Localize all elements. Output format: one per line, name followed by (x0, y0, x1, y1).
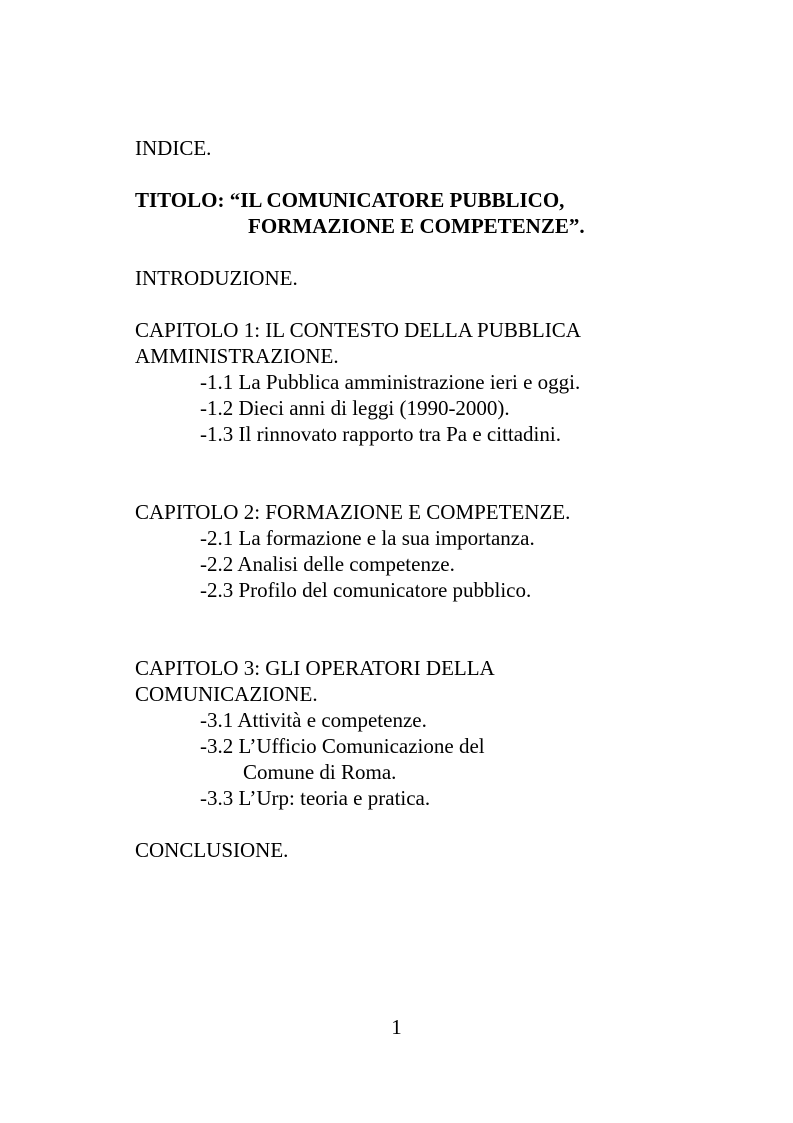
chapter-1-item-1: -1.1 La Pubblica amministrazione ieri e oggi. (200, 370, 581, 394)
title-line-2: FORMAZIONE E COMPETENZE”. (248, 214, 585, 238)
chapter-2-item-3: -2.3 Profilo del comunicatore pubblico. (200, 578, 532, 602)
chapter-1-heading-line-1: CAPITOLO 1: IL CONTESTO DELLA PUBBLICA (135, 318, 581, 342)
chapter-2-item-2: -2.2 Analisi delle competenze. (200, 552, 455, 576)
chapter-3-item-1: -3.1 Attività e competenze. (200, 708, 427, 732)
chapter-1-item-3: -1.3 Il rinnovato rapporto tra Pa e cittadini. (200, 422, 561, 446)
chapter-1-item-2: -1.2 Dieci anni di leggi (1990-2000). (200, 396, 510, 420)
title-line-1: TITOLO: “IL COMUNICATORE PUBBLICO, (135, 188, 565, 212)
chapter-3-item-2-continuation: Comune di Roma. (243, 760, 397, 784)
conclusion-heading: CONCLUSIONE. (135, 838, 289, 862)
chapter-3-heading-line-1: CAPITOLO 3: GLI OPERATORI DELLA (135, 656, 495, 680)
chapter-2-heading: CAPITOLO 2: FORMAZIONE E COMPETENZE. (135, 500, 571, 524)
chapter-1-heading-line-2: AMMINISTRAZIONE. (135, 344, 339, 368)
chapter-2-item-1: -2.1 La formazione e la sua importanza. (200, 526, 535, 550)
chapter-3-item-2: -3.2 L’Ufficio Comunicazione del (200, 734, 485, 758)
page-number: 1 (391, 1015, 402, 1039)
introduction-heading: INTRODUZIONE. (135, 266, 298, 290)
chapter-3-item-3: -3.3 L’Urp: teoria e pratica. (200, 786, 431, 810)
chapter-3-heading-line-2: COMUNICAZIONE. (135, 682, 318, 706)
index-heading: INDICE. (135, 136, 212, 160)
